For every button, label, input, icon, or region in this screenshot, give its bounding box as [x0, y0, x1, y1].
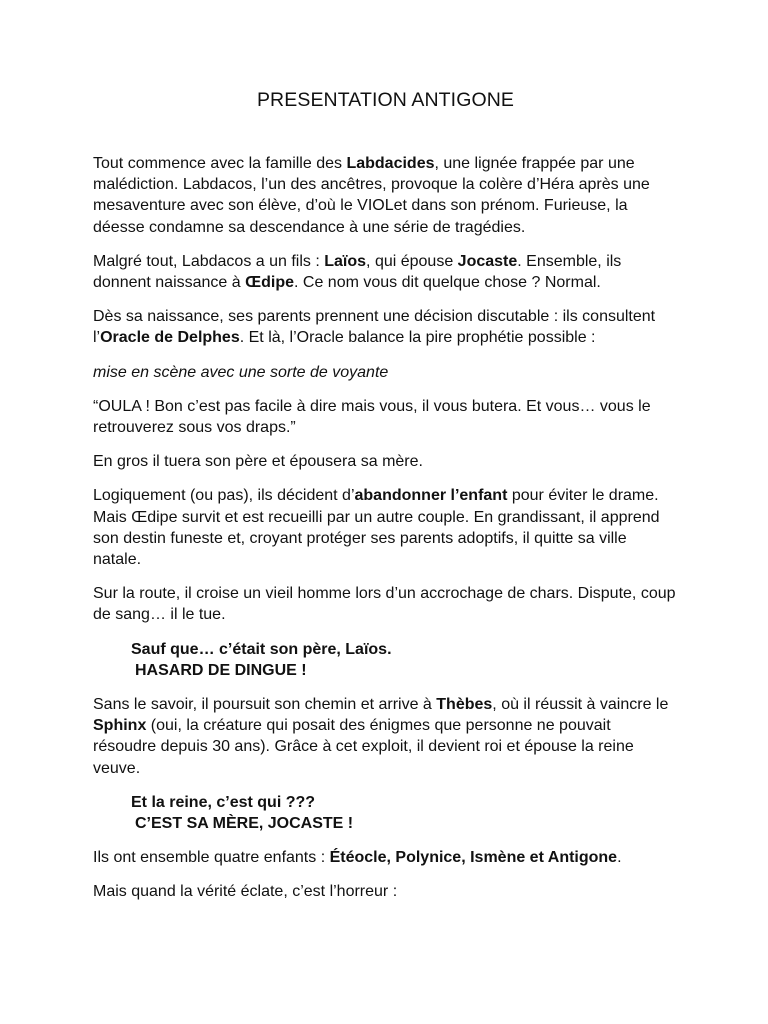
callout-mother	[93, 792, 678, 834]
text-run: (oui, la créature qui posait des énigmes que personne ne pouvait résoudre depuis 30 ans). Grâce à cet exploit, il devient roi et épouse la reine veuve.	[93, 717, 634, 777]
text-run: , où il réussit à vaincre le	[492, 696, 669, 714]
bold-laios: Laïos	[324, 252, 367, 270]
paragraph-children	[93, 847, 678, 868]
paragraph-route: Sur la route, il croise un vieil homme lors d’un accrochage de chars. Dispute, coup de sang… il le tue.	[93, 585, 676, 624]
callout-line: C’EST SA MÈRE, JOCASTE !	[135, 815, 354, 833]
callout-father	[93, 639, 678, 681]
paragraph-thebes	[93, 694, 678, 779]
paragraph-laios	[93, 251, 678, 293]
paragraph-oracle	[93, 306, 678, 348]
callout-line: Et la reine, c’est qui ???	[131, 793, 316, 811]
document-title: PRESENTATION ANTIGONE	[256, 89, 515, 111]
text-run: .	[617, 849, 622, 867]
text-run: Logiquement (ou pas), ils décident d’	[93, 487, 355, 505]
bold-abandon: abandonner l’enfant	[354, 487, 508, 505]
text-run: . Et là, l’Oracle balance la pire prophétie possible :	[239, 329, 596, 347]
text-run: Ils ont ensemble quatre enfants :	[93, 849, 330, 867]
text-run: . Ce nom vous dit quelque chose ? Normal.	[294, 274, 601, 292]
text-run: , qui épouse	[366, 252, 458, 270]
paragraph-abandon	[93, 485, 678, 570]
text-run: pour éviter le drame. Mais Œdipe survit et est recueilli par un autre couple. En grandissant, il apprend son destin funeste et, croyant protéger ses parents adoptifs, il quitte sa ville natale.	[93, 487, 660, 569]
text-run: Malgré tout, Labdacos a un fils :	[93, 252, 325, 270]
text-run: Dès sa naissance, ses parents prennent une décision discutable : ils consultent l’	[93, 308, 656, 347]
text-run: Sans le savoir, il poursuit son chemin et arrive à	[93, 696, 437, 714]
paragraph-summary: En gros il tuera son père et épousera sa mère.	[93, 453, 423, 471]
stage-direction: mise en scène avec une sorte de voyante	[93, 363, 389, 381]
bold-oracle: Oracle de Delphes	[100, 329, 240, 347]
bold-labdacides: Labdacides	[346, 155, 435, 172]
bold-oedipe: Œdipe	[245, 274, 295, 292]
paragraph-prophecy-quote: “OULA ! Bon c’est pas facile à dire mais vous, il vous butera. Et vous… vous le retrouverez sous vos draps.”	[93, 397, 651, 437]
bold-sphinx: Sphinx	[93, 717, 147, 735]
callout-line: HASARD DE DINGUE !	[135, 661, 307, 679]
text-run: . Ensemble, ils donnent naissance à	[93, 252, 622, 292]
paragraph-truth: Mais quand la vérité éclate, c’est l’horreur :	[93, 883, 398, 901]
bold-children-names: Étéocle, Polynice, Ismène et Antigone	[329, 849, 618, 867]
callout-line: Sauf que… c’était son père, Laïos.	[131, 640, 392, 658]
text-run: , une lignée frappée par une malédiction. Labdacos, l’un des ancêtres, provoque la colère d’Héra après une mesaventure avec son élève, d’où le VIOLet dans son prénom. Furieuse, la déesse condamne sa descendance à une série de tragédies.	[93, 155, 650, 236]
paragraph-labdacides	[93, 153, 678, 238]
bold-jocaste: Jocaste	[457, 252, 518, 270]
text-run: Tout commence avec la famille des	[93, 155, 347, 172]
bold-thebes: Thèbes	[436, 696, 493, 714]
